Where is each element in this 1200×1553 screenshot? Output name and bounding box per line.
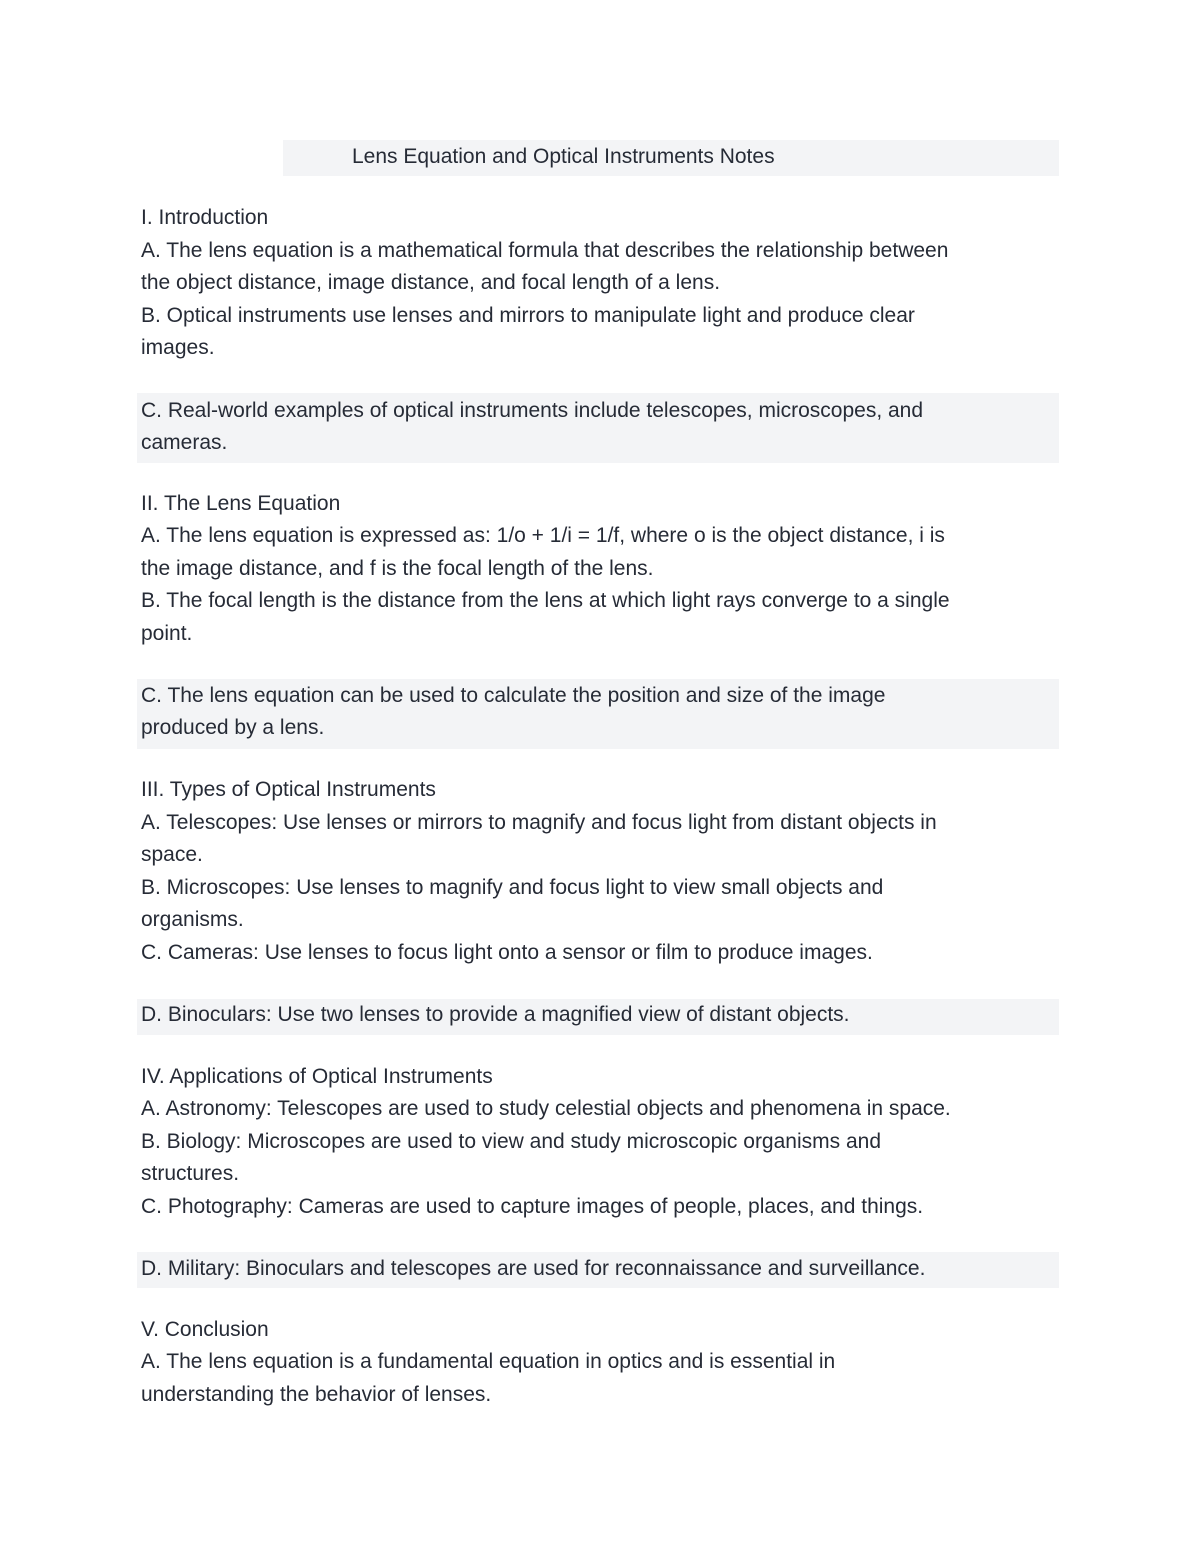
types-line-3: B. Microscopes: Use lenses to magnify and focus light to view small objects and xyxy=(141,876,884,899)
intro-line-1: A. The lens equation is a mathematical formula that describes the relationship between xyxy=(141,239,949,262)
document-title: Lens Equation and Optical Instruments Notes xyxy=(352,145,775,168)
types-highlight-line-1: D. Binoculars: Use two lenses to provide a magnified view of distant objects. xyxy=(141,1003,850,1026)
apps-line-1: A. Astronomy: Telescopes are used to study celestial objects and phenomena in space. xyxy=(141,1097,951,1120)
apps-line-4: C. Photography: Cameras are used to capture images of people, places, and things. xyxy=(141,1195,924,1218)
apps-highlight-line-1: D. Military: Binoculars and telescopes are used for reconnaissance and surveillance. xyxy=(141,1257,926,1280)
intro-line-3: B. Optical instruments use lenses and mirrors to manipulate light and produce clear xyxy=(141,304,915,327)
intro-line-4: images. xyxy=(141,336,215,359)
apps-line-2: B. Biology: Microscopes are used to view and study microscopic organisms and xyxy=(141,1130,882,1153)
section-heading-lens-equation: II. The Lens Equation xyxy=(141,492,341,515)
intro-line-2: the object distance, image distance, and focal length of a lens. xyxy=(141,271,721,294)
section-heading-applications: IV. Applications of Optical Instruments xyxy=(141,1065,493,1088)
types-line-2: space. xyxy=(141,843,203,866)
lens-line-1: A. The lens equation is expressed as: 1/o + 1/i = 1/f, where o is the object distance, i is xyxy=(141,524,945,547)
intro-highlight-line-1: C. Real-world examples of optical instruments include telescopes, microscopes, and xyxy=(141,399,924,422)
lens-line-3: B. The focal length is the distance from the lens at which light rays converge to a single xyxy=(141,589,950,612)
types-line-4: organisms. xyxy=(141,908,244,931)
section-heading-introduction: I. Introduction xyxy=(141,206,269,229)
types-line-5: C. Cameras: Use lenses to focus light onto a sensor or film to produce images. xyxy=(141,941,873,964)
lens-line-2: the image distance, and f is the focal length of the lens. xyxy=(141,557,654,580)
conclusion-line-2: understanding the behavior of lenses. xyxy=(141,1383,492,1406)
section-heading-conclusion: V. Conclusion xyxy=(141,1318,269,1341)
lens-highlight-line-2: produced by a lens. xyxy=(141,716,325,739)
intro-highlight-line-2: cameras. xyxy=(141,431,228,454)
lens-highlight-line-1: C. The lens equation can be used to calculate the position and size of the image xyxy=(141,684,886,707)
conclusion-line-1: A. The lens equation is a fundamental equation in optics and is essential in xyxy=(141,1350,836,1373)
section-heading-types: III. Types of Optical Instruments xyxy=(141,778,436,801)
apps-line-3: structures. xyxy=(141,1162,240,1185)
lens-line-4: point. xyxy=(141,622,193,645)
types-line-1: A. Telescopes: Use lenses or mirrors to magnify and focus light from distant objects in xyxy=(141,811,937,834)
